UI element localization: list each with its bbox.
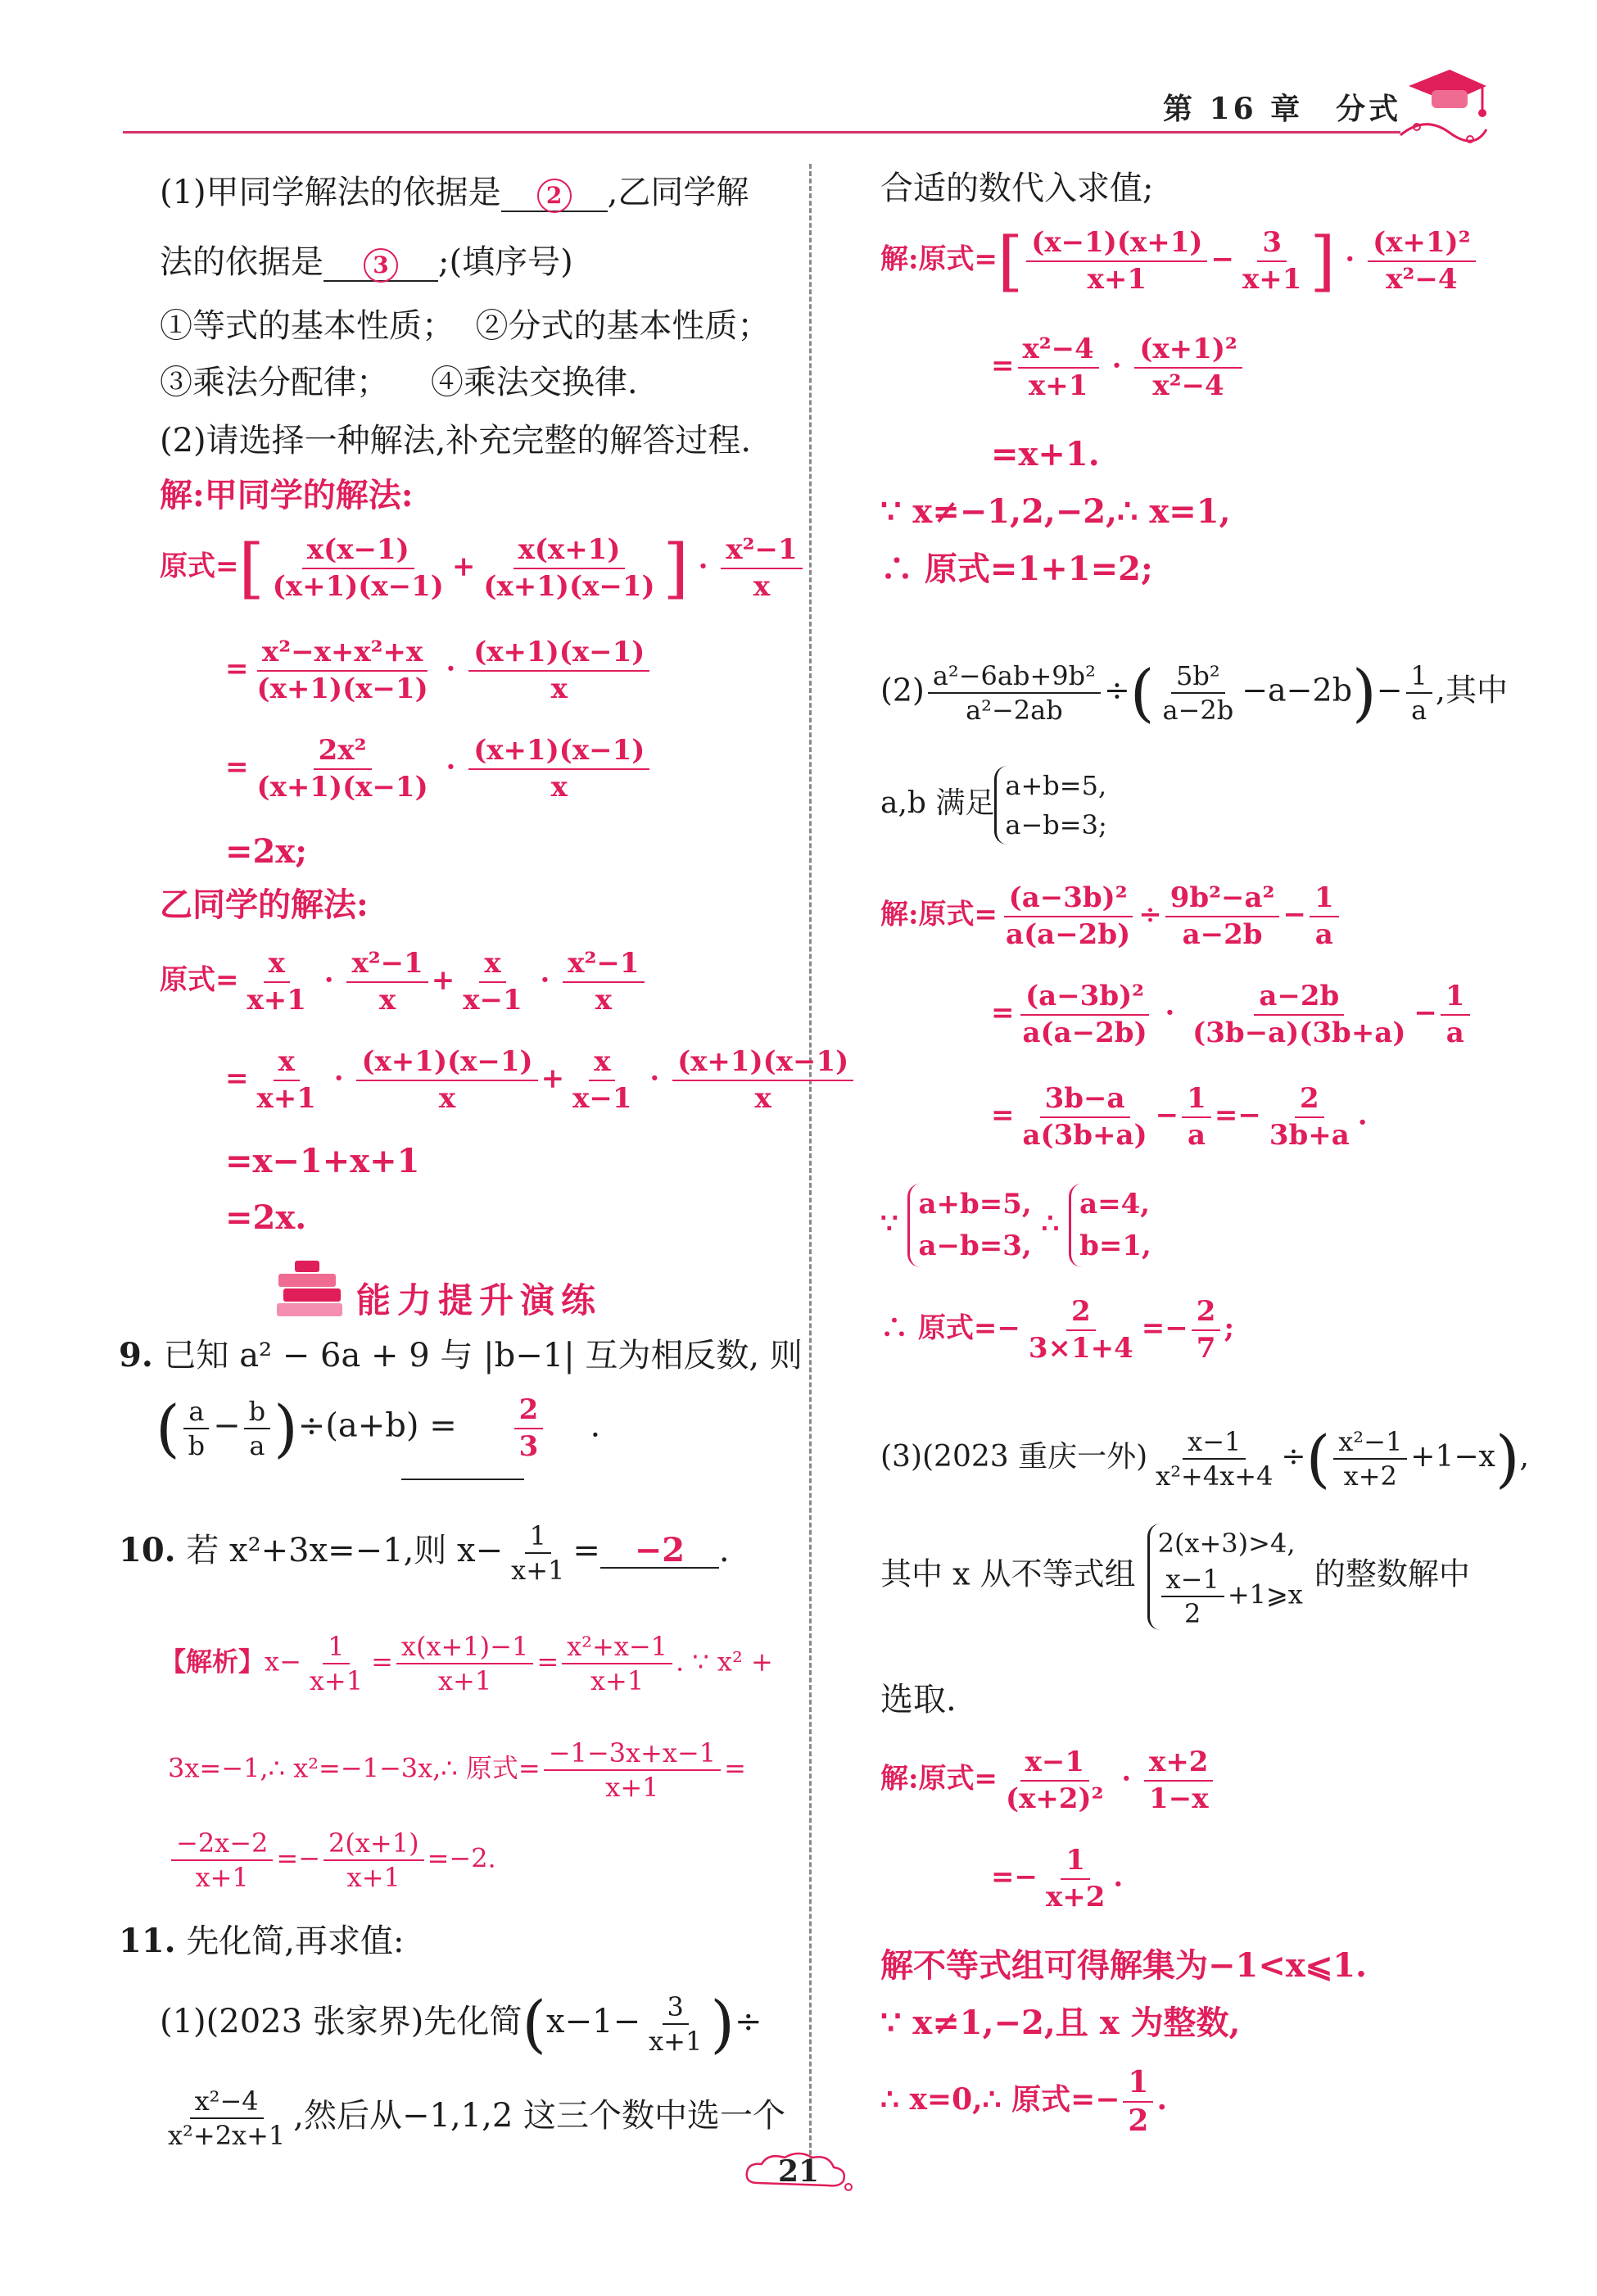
r-sol2-step3: = $\frac{3b-a}{a(3b+a)}$ − $\frac{1}{a}$ =− $\frac{2}{3b+a}$ . [991, 1082, 1368, 1152]
r-sol2-step1: 解:原式= $\frac{\text{(a−3b)²}}{a(a-2b)}$ ÷ $\frac{\text{9b²−a²}}{a-2b}$ − $\frac{1}{a}$ [880, 881, 1342, 952]
analysis-line3: $\frac{-2x-2}{x+1}$ =− $\frac{2(x+1)}{x+1}$ =−2. [168, 1827, 496, 1894]
analysis-line1: 【解析】x− $\frac{1}{x+1}$ = $\frac{x(x+1)-1}{x+1}$ = $\frac{\text{x²+x−1}}{x+1}$ . ∵ x² + [160, 1631, 773, 1696]
yi-step-2: = $\frac{x}{x+1}$ · $\frac{(x+1)(x-1)}{x}$ + $\frac{x}{x-1}$ · $\frac{(x+1)(x-1)}{x}$ [225, 1044, 857, 1116]
answer-3: 3 [364, 248, 398, 283]
analysis-line2: 3x=−1,∴ x²=−1−3x,∴ 原式= $\frac{-1-3x+x-1}{x+1}$ = [168, 1737, 746, 1803]
q1-line1: (1)甲同学解法的依据是 2 ,乙同学解 [160, 174, 749, 211]
books-icon [270, 1257, 352, 1323]
r-sol1-step3: =x+1. [991, 435, 1100, 473]
r-part3-line1: (3)(2023 重庆一外) $\frac{x-1}{\text{x²+4x+4}}$ ÷( $\frac{\text{x²−1}}{x+2}$ +1−x), [880, 1422, 1529, 1495]
r-sol1-step1: 解:原式=[ $\frac{(x-1)(x+1)}{x+1}$ − $\frac{3}{x+1}$ ] · $\frac{\text{(x+1)²}}{\text{x²−4}}$ [880, 225, 1479, 297]
jia-step-2: = $\frac{\text{x²−x+x²+x}}{(x+1)(x-1)}$ · $\frac{(x+1)(x-1)}{x}$ [225, 635, 653, 706]
r-sol3-step5: ∴ x=0,∴ 原式=− $\frac{1}{2}$ . [880, 2065, 1168, 2138]
page-number-badge [737, 2146, 860, 2195]
r-sol1-step5: ∴ 原式=1+1=2; [880, 550, 1153, 588]
q9-line1: 9. 已知 a² − 6a + 9 与 |b−1| 互为相反数, 则 [119, 1336, 803, 1374]
jia-step-1: 原式=[ $\frac{x(x-1)}{(x+1)(x-1)}$ + $\frac{x(x+1)}{(x+1)(x-1)}$ ] · $\frac{\text{x²−1}}{x}$ [160, 532, 806, 604]
page-number: 21 [777, 2154, 820, 2189]
jia-step-3: = $\frac{\text{2x²}}{(x+1)(x-1)}$ · $\frac{(x+1)(x-1)}{x}$ [225, 733, 653, 804]
yi-step-4: =2x. [225, 1198, 307, 1237]
r-part2-line2: a,b 满足 a+b=5, a−b=3; [880, 766, 1107, 845]
yi-step-3: =x−1+x+1 [225, 1142, 420, 1180]
r-sol3-step1: 解:原式= $\frac{x-1}{\text{(x+2)²}}$ · $\frac{x+2}{1-x}$ [880, 1745, 1216, 1816]
r-sol1-step2: = $\frac{\text{x²−4}}{x+1}$ · $\frac{\text{(x+1)²}}{\text{x²−4}}$ [991, 332, 1246, 403]
column-divider [809, 164, 812, 2162]
q1-line2: 法的依据是 3 ;(填序号) [160, 243, 573, 281]
q2-text: (2)请选择一种解法,补充完整的解答过程. [160, 422, 752, 460]
graduation-cap-icon [1392, 57, 1491, 147]
r-sol2-step4: ∵ a+b=5, a−b=3, ∴ a=4, b=1, [880, 1184, 1151, 1267]
r-sol1-step4: ∵ x≠−1,2,−2,∴ x=1, [880, 492, 1231, 531]
chapter-title: 第 16 章 分式 [1163, 92, 1402, 126]
q9-line2: ( $\frac{a}{b}$ − $\frac{b}{a}$ )÷(a+b) = $\frac{2}{3}$ . [156, 1391, 601, 1465]
yi-title: 乙同学的解法: [160, 885, 369, 924]
yi-step-1: 原式= $\frac{x}{x+1}$ · $\frac{\text{x²−1}}{x}$ + $\frac{x}{x-1}$ · $\frac{\text{x²−1}}{x}$ [160, 946, 648, 1017]
q11-part1-line1: (1)(2023 张家界)先化简(x−1− $\frac{3}{x+1}$ )÷ [160, 1987, 762, 2060]
r-sol2-step5: ∴ 原式=− $\frac{2}{3\times 1+4}$ =− $\frac{2}{7}$ ; [880, 1295, 1234, 1365]
answer-2: 2 [537, 179, 572, 213]
option-row-2: ③乘法分配律； ④乘法交换律. [160, 364, 638, 401]
r-part3-line3: 选取. [880, 1681, 957, 1719]
r-text-1: 合适的数代入求值; [880, 170, 1154, 207]
q10-line: 10. 若 x²+3x=−1,则 x− $\frac{1}{x+1}$ = −2 . [119, 1520, 730, 1586]
q11-part1-line2: $\frac{\text{x²−4}}{\text{x²+2x+1}}$ ,然后从−1,1,2 这三个数中选一个 [168, 2085, 785, 2151]
r-part2-line1: (2) $\frac{\text{a²−6ab+9b²}}{\text{a²−2ab}}$ ÷( $\frac{\text{5b²}}{a-2b}$ −a−2b)− $\frac{1}{a}$ ,其中 [880, 656, 1508, 729]
jia-title: 解:甲同学的解法: [160, 476, 414, 514]
option-row-1: ①等式的基本性质； ②分式的基本性质； [160, 307, 771, 345]
r-sol3-step4: ∵ x≠1,−2,且 x 为整数, [880, 2004, 1241, 2042]
header-rule [123, 131, 1400, 134]
r-sol2-step2: = $\frac{\text{(a−3b)²}}{a(a-2b)}$ · $\frac{a-2b}{(3b-a)(3b+a)}$ − $\frac{1}{a}$ [991, 979, 1473, 1050]
q9-answer-line [401, 1479, 524, 1480]
q11-title: 11. 先化简,再求值: [119, 1922, 405, 1960]
jia-step-4: =2x; [225, 832, 307, 871]
r-sol3-step3: 解不等式组可得解集为−1<x⩽1. [880, 1946, 1367, 1985]
r-part3-line2: 其中 x 从不等式组 2(x+3)>4, $\frac{x-1}{2}$ +1⩾x 的整数解中 [880, 1524, 1470, 1630]
r-sol3-step2: =− $\frac{1}{x+2}$ . [991, 1844, 1124, 1913]
section-banner-title: 能力提升演练 [356, 1280, 603, 1320]
